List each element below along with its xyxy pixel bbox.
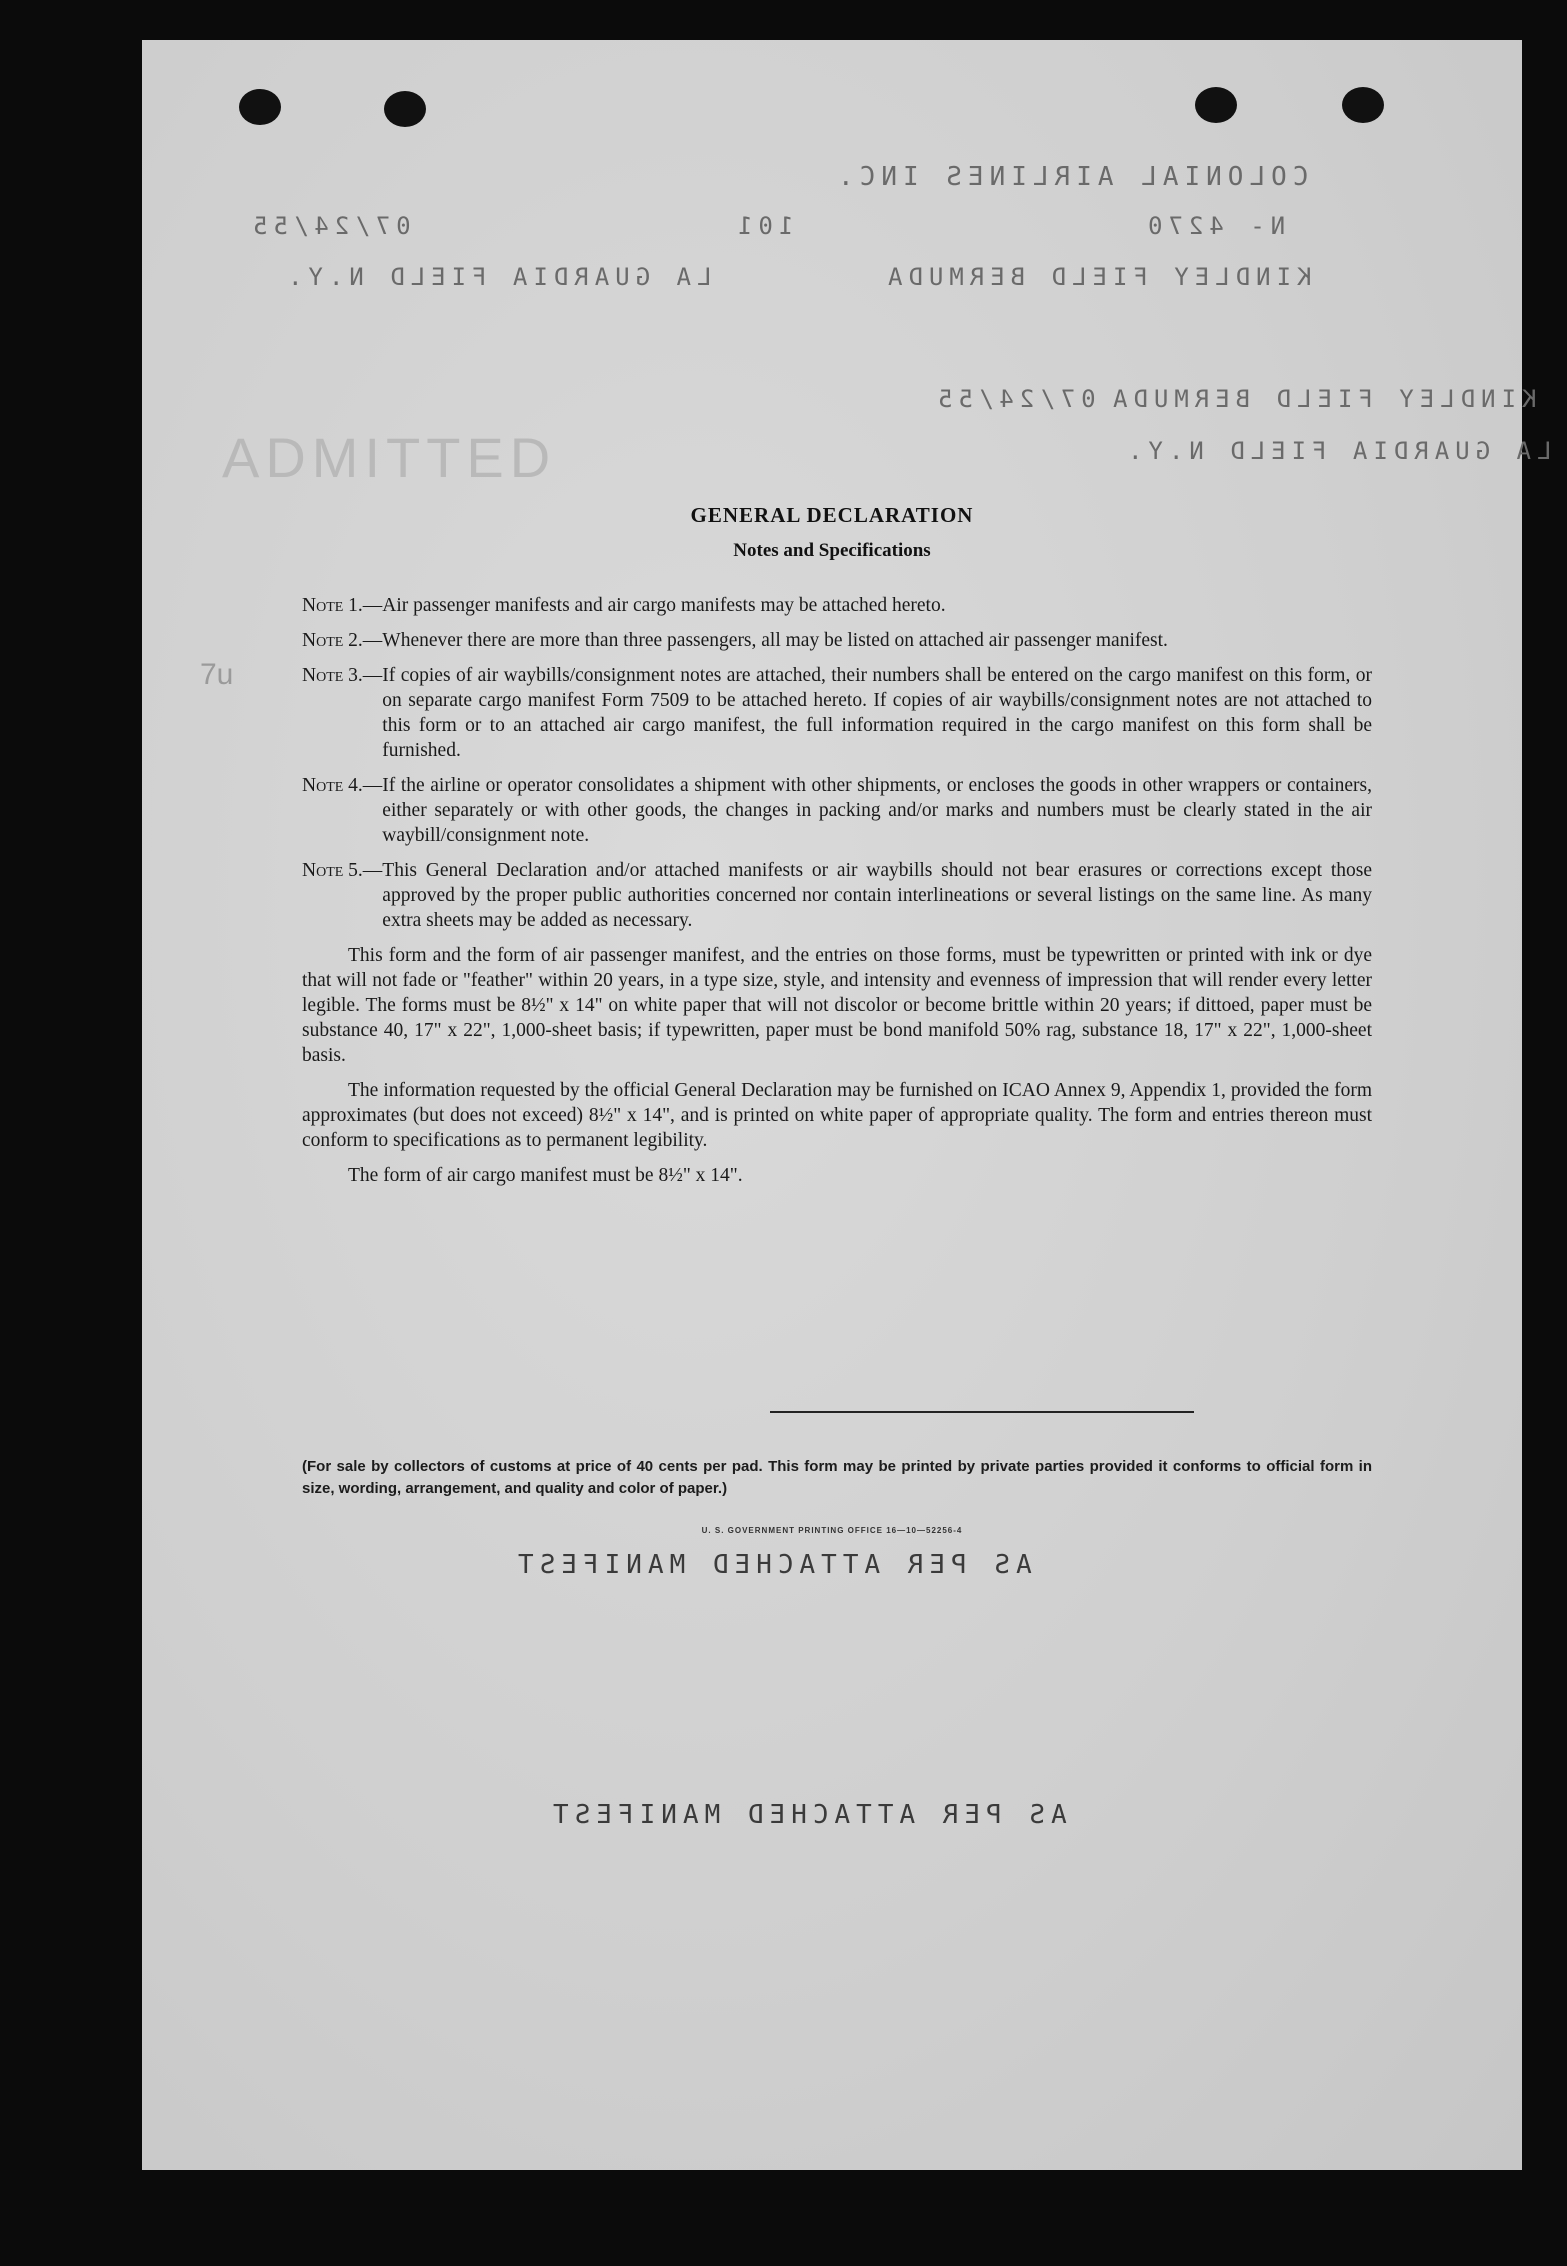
punch-hole-3: [1195, 87, 1237, 123]
note-label: Note 5.—: [302, 860, 383, 881]
note-label: Note 4.—: [302, 775, 383, 796]
note-text: This General Declaration and/or attached manifests or air waybills should not bear erasures or corrections except those approved by the proper public authorities concerned nor contain interlineations or several listings on the same line. As many extra sheets may be added as necessary.: [382, 860, 1372, 931]
from-second: KINDLEY FIELD BERMUDA: [1107, 385, 1537, 413]
punch-hole-4: [1342, 87, 1384, 123]
note-4: [302, 773, 1372, 848]
document-page: [142, 40, 1552, 2170]
paragraph-form-requirements: This form and the form of air passenger manifest, and the entries on those forms, must be typewritten or printed with ink or dye that will not fade or "feather" within 20 years, in a type size, style, and intensity and evenness of impression that will render every letter legible. The forms must be 8½" x 14" on white paper that will not discolor or become brittle within 20 years; if dittoed, paper must be substance 40, 17" x 22", 1,000-sheet basis; if typewritten, paper must be bond manifold 50% rag, substance 18, 17" x 22", 1,000-sheet basis.: [302, 945, 1372, 1066]
number-text: 101: [732, 212, 794, 240]
page-subtitle: Notes and Specifications: [733, 540, 931, 561]
note-text: If the airline or operator consolidates a shipment with other shipments, or encloses the goods in other wrappers or containers, either separately or with other goods, the changes in packing and/or marks and numbers must be clearly stated in the air waybill/consignment note.: [382, 775, 1372, 846]
punch-hole-1: [239, 89, 281, 125]
note-text: Whenever there are more than three passengers, all may be listed on attached air passenger manifest.: [382, 630, 1168, 651]
note-label: Note 1.—: [302, 595, 383, 616]
note-label: Note 3.—: [302, 665, 383, 686]
note-label: Note 2.—: [302, 630, 383, 651]
punch-hole-2: [384, 91, 426, 127]
note-text: Air passenger manifests and air cargo manifests may be attached hereto.: [382, 595, 946, 616]
date-second: 07/24/55: [932, 385, 1096, 413]
note-2: [302, 628, 1372, 653]
route-from: KINDLEY FIELD BERMUDA: [882, 263, 1312, 291]
date-top: 07/24/55: [247, 212, 411, 240]
note-1: [302, 593, 1372, 618]
page-title: GENERAL DECLARATION: [690, 503, 974, 527]
operator-text: COLONIAL AIRLINES INC.: [832, 162, 1309, 192]
flight-number: N- 4270: [1142, 212, 1286, 240]
margin-mark: 7u: [200, 658, 234, 691]
route-to: LA GUARDIA FIELD N.Y.: [282, 263, 712, 291]
manifest-text-2: AS PER ATTACHED MANIFEST: [547, 1800, 1067, 1830]
note-3: [302, 663, 1372, 763]
paragraph-icao: The information requested by the official General Declaration may be furnished on ICAO Annex 9, Appendix 1, provided the form approximates (but does not exceed) 8½" x 14", and is printed on white paper of appropriate quality. The form and entries thereon must conform to specifications as to permanent legibility.: [302, 1080, 1372, 1151]
to-second: LA GUARDIA FIELD N.Y.: [1122, 437, 1552, 465]
paragraph-cargo-size: The form of air cargo manifest must be 8½" x 14".: [348, 1165, 743, 1186]
gpo-imprint: U. S. GOVERNMENT PRINTING OFFICE 16—10—52256-4: [701, 1526, 963, 1535]
note-text: If copies of air waybills/consignment notes are attached, their numbers shall be entered on the cargo manifest on this form, or on separate cargo manifest Form 7509 to be attached hereto. If copies of air waybills/consignment notes are not attached to this form or to an attached air cargo manifest, the full information required in the cargo manifest on this form shall be furnished.: [382, 665, 1372, 761]
note-5: [302, 858, 1372, 933]
sale-note: (For sale by collectors of customs at price of 40 cents per pad. This form may be printed by private parties provided it conforms to official form in size, wording, arrangement, and quality and color of paper.): [302, 1458, 1372, 1497]
notes-section: [302, 593, 1372, 1198]
divider: [770, 1411, 1194, 1413]
declaration-header: [142, 503, 1522, 562]
manifest-text-1: AS PER ATTACHED MANIFEST: [512, 1550, 1032, 1580]
admitted-stamp: ADMITTED: [222, 426, 557, 489]
